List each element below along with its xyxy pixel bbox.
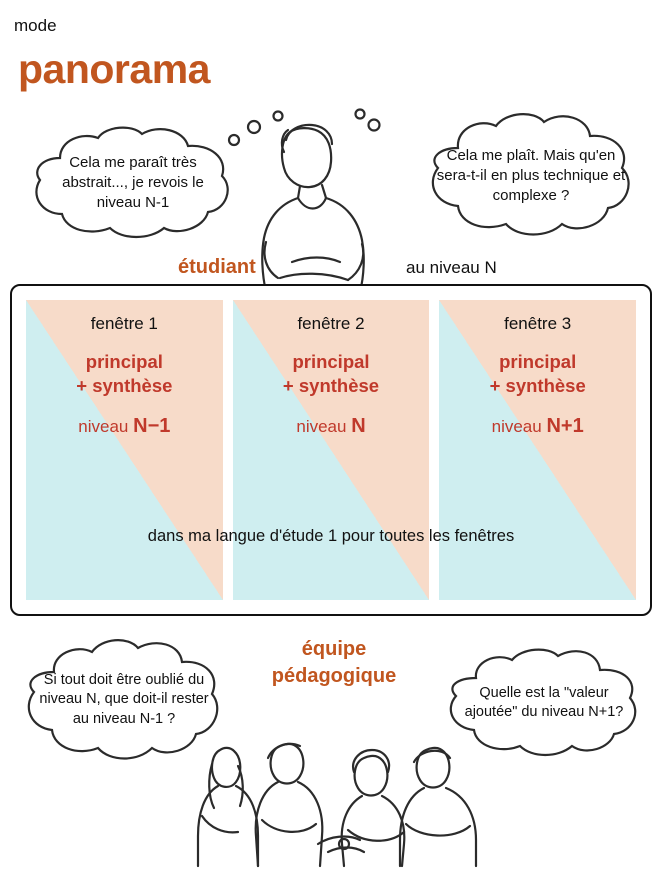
- window-level-value-2: N: [351, 415, 366, 438]
- thought-bubble-student-left: [28, 124, 238, 242]
- mode-label: mode: [14, 16, 57, 35]
- window-level-value-3: N+1: [546, 415, 584, 438]
- thought-bubble-student-right-text: Cela me plaît. Mais qu'en sera-t-il en plus technique et complexe ?: [436, 147, 626, 204]
- window-level-prefix-1: niveau: [78, 417, 129, 437]
- window-level-3: [439, 415, 636, 438]
- windows-panel: [10, 284, 652, 616]
- window-card-1[interactable]: [26, 300, 223, 600]
- window-title-3: fenêtre 3: [504, 314, 572, 333]
- thought-bubble-team-right: [444, 646, 644, 760]
- thought-bubble-student-right: [424, 110, 638, 242]
- window-main-line2-1: + synthèse: [76, 374, 173, 396]
- window-title-2: fenêtre 2: [297, 314, 365, 333]
- window-main-1: [26, 350, 223, 397]
- windows-row: [26, 300, 636, 600]
- student-role-label: étudiant: [178, 256, 256, 278]
- window-title-1: fenêtre 1: [90, 314, 158, 333]
- window-level-prefix-2: niveau: [296, 417, 347, 437]
- thought-bubble-team-left: [22, 636, 226, 764]
- thought-bubble-team-left-text: Si tout doit être oublié du niveau N, que doit-il rester au niveau N-1 ?: [39, 672, 209, 727]
- window-card-2[interactable]: [233, 300, 430, 600]
- window-main-line2-2: + synthèse: [282, 374, 380, 396]
- window-content-1: [26, 300, 223, 438]
- window-main-line2-3: + synthèse: [489, 374, 586, 396]
- window-main-line1-1: principal: [85, 351, 163, 372]
- student-level-label: au niveau N: [406, 258, 497, 277]
- window-main-3: [439, 350, 636, 397]
- window-main-2: [233, 350, 430, 397]
- window-level-prefix-3: niveau: [491, 417, 542, 437]
- window-level-value-1: N−1: [133, 415, 171, 438]
- panel-footnote: dans ma langue d'étude 1 pour toutes les fenêtres: [147, 527, 515, 545]
- page-title: panorama: [18, 46, 210, 92]
- window-main-line1-3: principal: [499, 351, 577, 372]
- window-card-3[interactable]: [439, 300, 636, 600]
- thought-bubble-student-left-text: Cela me paraît très abstrait..., je revois le niveau N-1: [62, 154, 204, 211]
- window-content-2: [233, 300, 430, 438]
- window-level-1: [26, 415, 223, 438]
- window-level-2: [233, 415, 430, 438]
- window-content-3: [439, 300, 636, 438]
- window-main-line1-2: principal: [292, 351, 370, 372]
- team-role-label: équipe pédagogique: [271, 638, 397, 687]
- thought-bubble-team-right-text: Quelle est la "valeur ajoutée" du niveau N+1?: [464, 684, 624, 720]
